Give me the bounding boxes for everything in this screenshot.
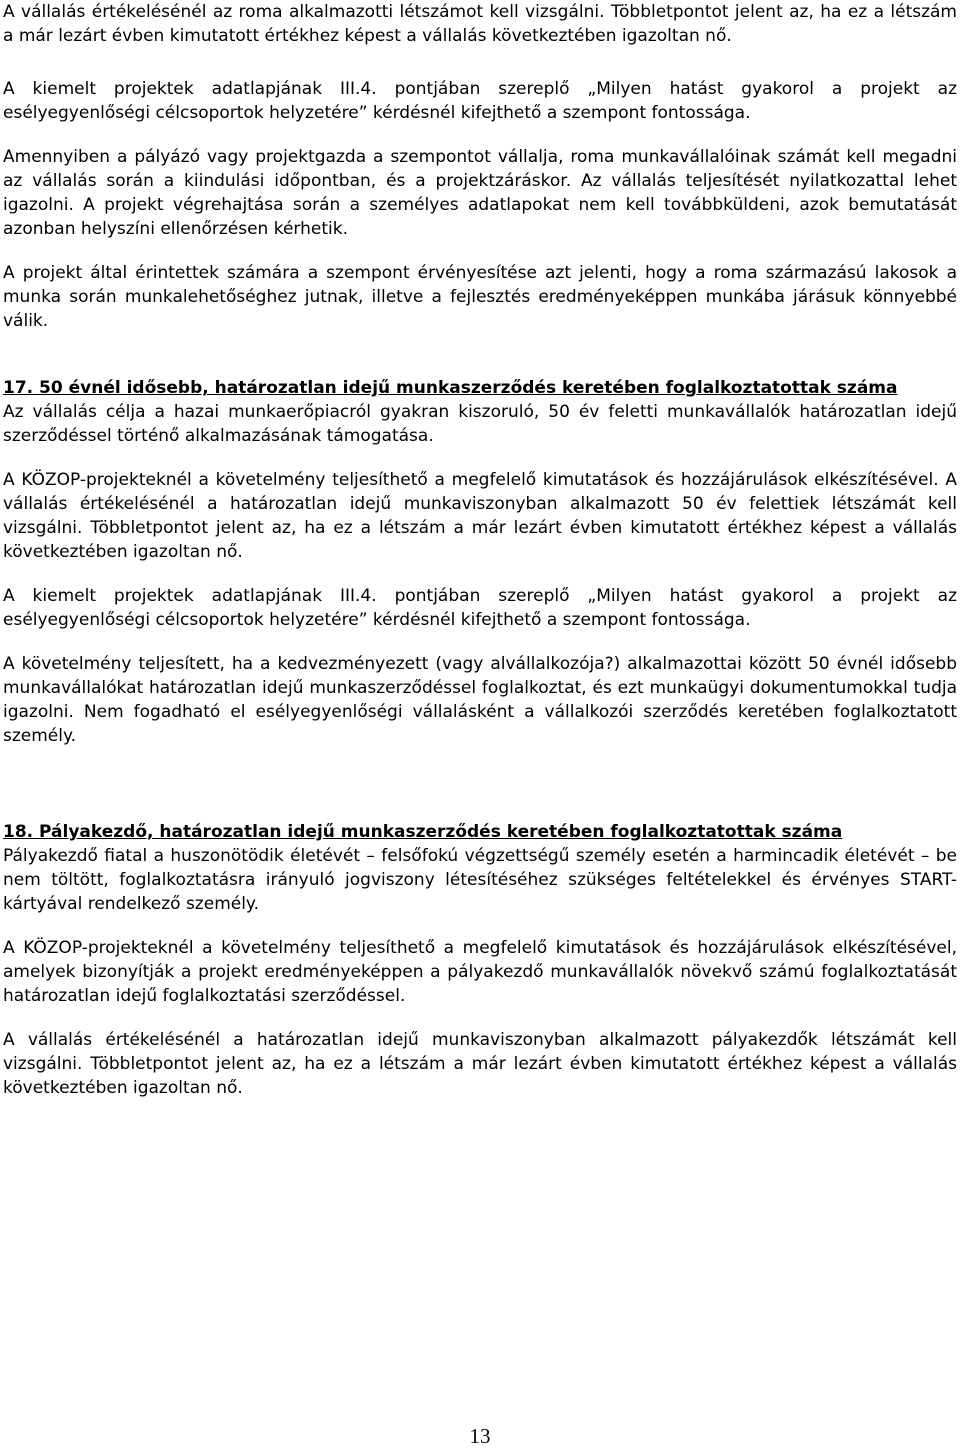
paragraph: A KÖZOP-projekteknél a követelmény teljesíthető a megfelelő kimutatások és hozzájárulások elkészítésével, amelyek bizonyítják a projekt eredményeképpen a pályakezdő munkavállalók növekvő számú foglalkoztatását határozatlan idejű foglalkoztatási szerződéssel. [3,938,957,1006]
paragraph: A KÖZOP-projekteknél a követelmény teljesíthető a megfelelő kimutatások és hozzájárulások elkészítésével. A vállalás értékelésénél a határozatlan idejű munkaviszonyban alkalmazott 50 év felettiek létszámát kell vizsgálni. Többletpontot jelent az, ha ez a létszám a már lezárt évben kimutatott értékhez képest a vállalás következtében igazoltan nő. [3,470,957,562]
page-number: 13 [469,1424,491,1448]
section-heading-17: 17. 50 évnél idősebb, határozatlan idejű munkaszerződés keretében foglalkoztatottak száma [3,378,898,398]
paragraph: A kiemelt projektek adatlapjának III.4. pontjában szereplő „Milyen hatást gyakorol a projekt az esélyegyenlőségi célcsoportok helyzetére” kérdésnél kifejthető a szempont fontossága. [3,79,957,123]
paragraph: A vállalás értékelésénél az roma alkalmazotti létszámot kell vizsgálni. Többletpontot jelent az, ha ez a létszám a már lezárt évben kimutatott értékhez képest a vállalás következtében igazoltan nő. [3,2,957,46]
paragraph: Amennyiben a pályázó vagy projektgazda a szempontot vállalja, roma munkavállalóinak számát kell megadni az vállalás során a kiindulási időpontban, és a projektzáráskor. Az vállalás teljesítését nyilatkozattal lehet igazolni. A projekt végrehajtása során a személyes adatlapokat nem kell továbbküldeni, azok bemutatását azonban helyszíni ellenőrzésen kérhetik. [3,147,957,239]
paragraph: A projekt által érintettek számára a szempont érvényesítése azt jelenti, hogy a roma származású lakosok a munka során munkalehetőséghez jutnak, illetve a fejlesztés eredményeképpen munkába járásuk könnyebbé válik. [3,263,957,331]
document-page [3,0,957,1100]
paragraph: Az vállalás célja a hazai munkaerőpiacról gyakran kiszoruló, 50 év feletti munkavállalók határozatlan idejű szerződéssel történő alkalmazásának támogatása. [3,402,957,446]
paragraph: A követelmény teljesített, ha a kedvezményezett (vagy alvállalkozója?) alkalmazottai között 50 évnél idősebb munkavállalókat határozatlan idejű munkaszerződéssel foglalkoztat, és ezt munkaügyi dokumentumokkal tudja igazolni. Nem fogadható el esélyegyenlőségi vállalásként a vállalkozói szerződés keretében foglalkoztatott személy. [3,654,957,746]
paragraph: Pályakezdő fiatal a huszonötödik életévét – felsőfokú végzettségű személy esetén a harmincadik életévét – be nem töltött, foglalkoztatásra irányuló jogviszony létesítéséhez szükséges feltételekkel és érvényes START-kártyával rendelkező személy. [3,846,957,914]
paragraph: A vállalás értékelésénél a határozatlan idejű munkaviszonyban alkalmazott pályakezdők létszámát kell vizsgálni. Többletpontot jelent az, ha ez a létszám a már lezárt évben kimutatott értékhez képest a vállalás következtében igazoltan nő. [3,1030,957,1098]
paragraph: A kiemelt projektek adatlapjának III.4. pontjában szereplő „Milyen hatást gyakorol a projekt az esélyegyenlőségi célcsoportok helyzetére” kérdésnél kifejthető a szempont fontossága. [3,586,957,630]
section-heading-18: 18. Pályakezdő, határozatlan idejű munkaszerződés keretében foglalkoztatottak száma [3,822,843,842]
